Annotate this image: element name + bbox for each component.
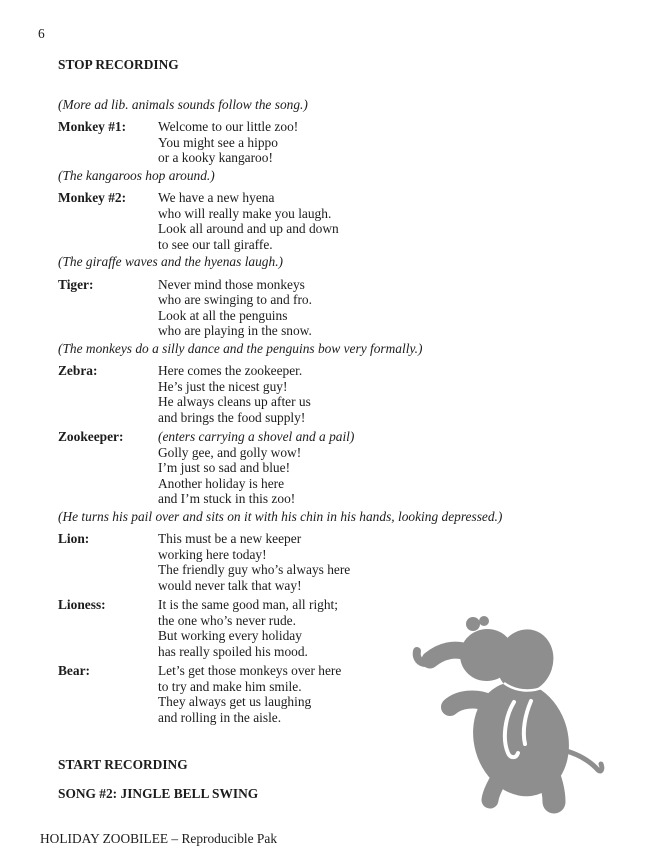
speaker-name: Bear: — [58, 663, 90, 678]
dialogue-lines — [158, 597, 338, 659]
dialogue-line: to try and make him smile. — [158, 678, 302, 694]
speaker-name: Tiger: — [58, 276, 94, 292]
dialogue-line: and I’m stuck in this zoo! — [158, 491, 296, 506]
dialogue-line: I’m just so sad and blue! — [158, 460, 291, 475]
dialogue-line: working here today! — [158, 546, 267, 562]
dialogue-line: to see our tall giraffe. — [158, 236, 273, 252]
dialogue-line: would never talk that way! — [158, 577, 302, 593]
stage-direction: (He turns his pail over and sits on it with his chin in his hands, looking depressed.) — [58, 508, 503, 524]
dialogue-line: You might see a hippo — [158, 134, 278, 150]
dialogue-line: Welcome to our little zoo! — [158, 119, 299, 134]
dialogue-line: the one who’s never rude. — [158, 612, 296, 628]
dialogue-line: who are swinging to and fro. — [158, 292, 312, 307]
dialogue-line: Let’s get those monkeys over here — [158, 663, 342, 678]
dialogue-lines — [158, 429, 354, 507]
speaker-name: Monkey #2: — [58, 190, 127, 205]
dialogue-line: Look at all the penguins — [158, 307, 288, 323]
dialogue-line: or a kooky kangaroo! — [158, 150, 273, 165]
dialogue-line: This must be a new keeper — [158, 531, 302, 546]
section-heading: SONG #2: JINGLE BELL SWING — [58, 785, 259, 801]
dialogue-line: He always cleans up after us — [158, 394, 311, 409]
page-footer: HOLIDAY ZOOBILEE – Reproducible Pak — [40, 831, 278, 846]
elephant-right-leg — [542, 760, 554, 802]
dialogue-line: who are playing in the snow. — [158, 323, 312, 338]
dialogue-block — [58, 531, 643, 593]
speaker-name: Zebra: — [58, 363, 98, 378]
dialogue-block — [58, 277, 643, 339]
dialogue-block — [58, 363, 643, 425]
speaker-name: Zookeeper: — [58, 429, 124, 444]
dialogue-lines — [158, 363, 311, 425]
stage-direction: (The monkeys do a silly dance and the penguins bow very formally.) — [58, 340, 423, 356]
elephant-hair-tuft — [466, 617, 480, 631]
dialogue-line: has really spoiled his mood. — [158, 643, 308, 659]
dialogue-line: Another holiday is here — [158, 475, 285, 491]
dialogue-line: It is the same good man, all right; — [158, 597, 338, 612]
speaker-name: Monkey #1: — [58, 119, 127, 134]
dialogue-line: The friendly guy who’s always here — [158, 562, 351, 577]
page-number: 6 — [38, 26, 45, 41]
elephant-tail — [563, 750, 602, 771]
dialogue-lines — [158, 531, 350, 593]
stage-direction: (The kangaroos hop around.) — [58, 167, 215, 183]
dialogue-line: He’s just the nicest guy! — [158, 378, 288, 394]
dialogue-line: and brings the food supply! — [158, 409, 306, 425]
dialogue-line: Here comes the zookeeper. — [158, 363, 303, 378]
dialogue-line: They always get us laughing — [158, 694, 312, 709]
speaker-name: Lioness: — [58, 597, 106, 612]
dialogue-lines — [158, 277, 312, 339]
dialogue-line: Golly gee, and golly wow! — [158, 444, 302, 460]
dialogue-line: We have a new hyena — [158, 190, 275, 205]
stage-direction: (More ad lib. animals sounds follow the song.) — [58, 96, 308, 112]
dialogue-line: Look all around and up and down — [158, 221, 339, 236]
dialogue-line: and rolling in the aisle. — [158, 709, 282, 725]
dialogue-lines — [158, 663, 341, 725]
elephant-left-leg — [490, 769, 504, 800]
section-heading: STOP RECORDING — [58, 57, 179, 72]
dialogue-lines — [158, 190, 339, 252]
dancing-elephant-silhouette — [403, 603, 615, 835]
elephant-hair-tuft — [479, 616, 489, 626]
dialogue-line: Never mind those monkeys — [158, 276, 305, 292]
stage-direction: (The giraffe waves and the hyenas laugh.) — [58, 254, 283, 269]
dialogue-lines — [158, 119, 298, 166]
dialogue-line: who will really make you laugh. — [158, 205, 332, 221]
dialogue-line: But working every holiday — [158, 628, 302, 643]
dialogue-line: (enters carrying a shovel and a pail) — [158, 429, 355, 444]
dialogue-block — [58, 119, 643, 166]
dialogue-block — [58, 429, 643, 507]
dialogue-block — [58, 190, 643, 252]
speaker-name: Lion: — [58, 531, 90, 546]
section-heading: START RECORDING — [58, 757, 188, 772]
